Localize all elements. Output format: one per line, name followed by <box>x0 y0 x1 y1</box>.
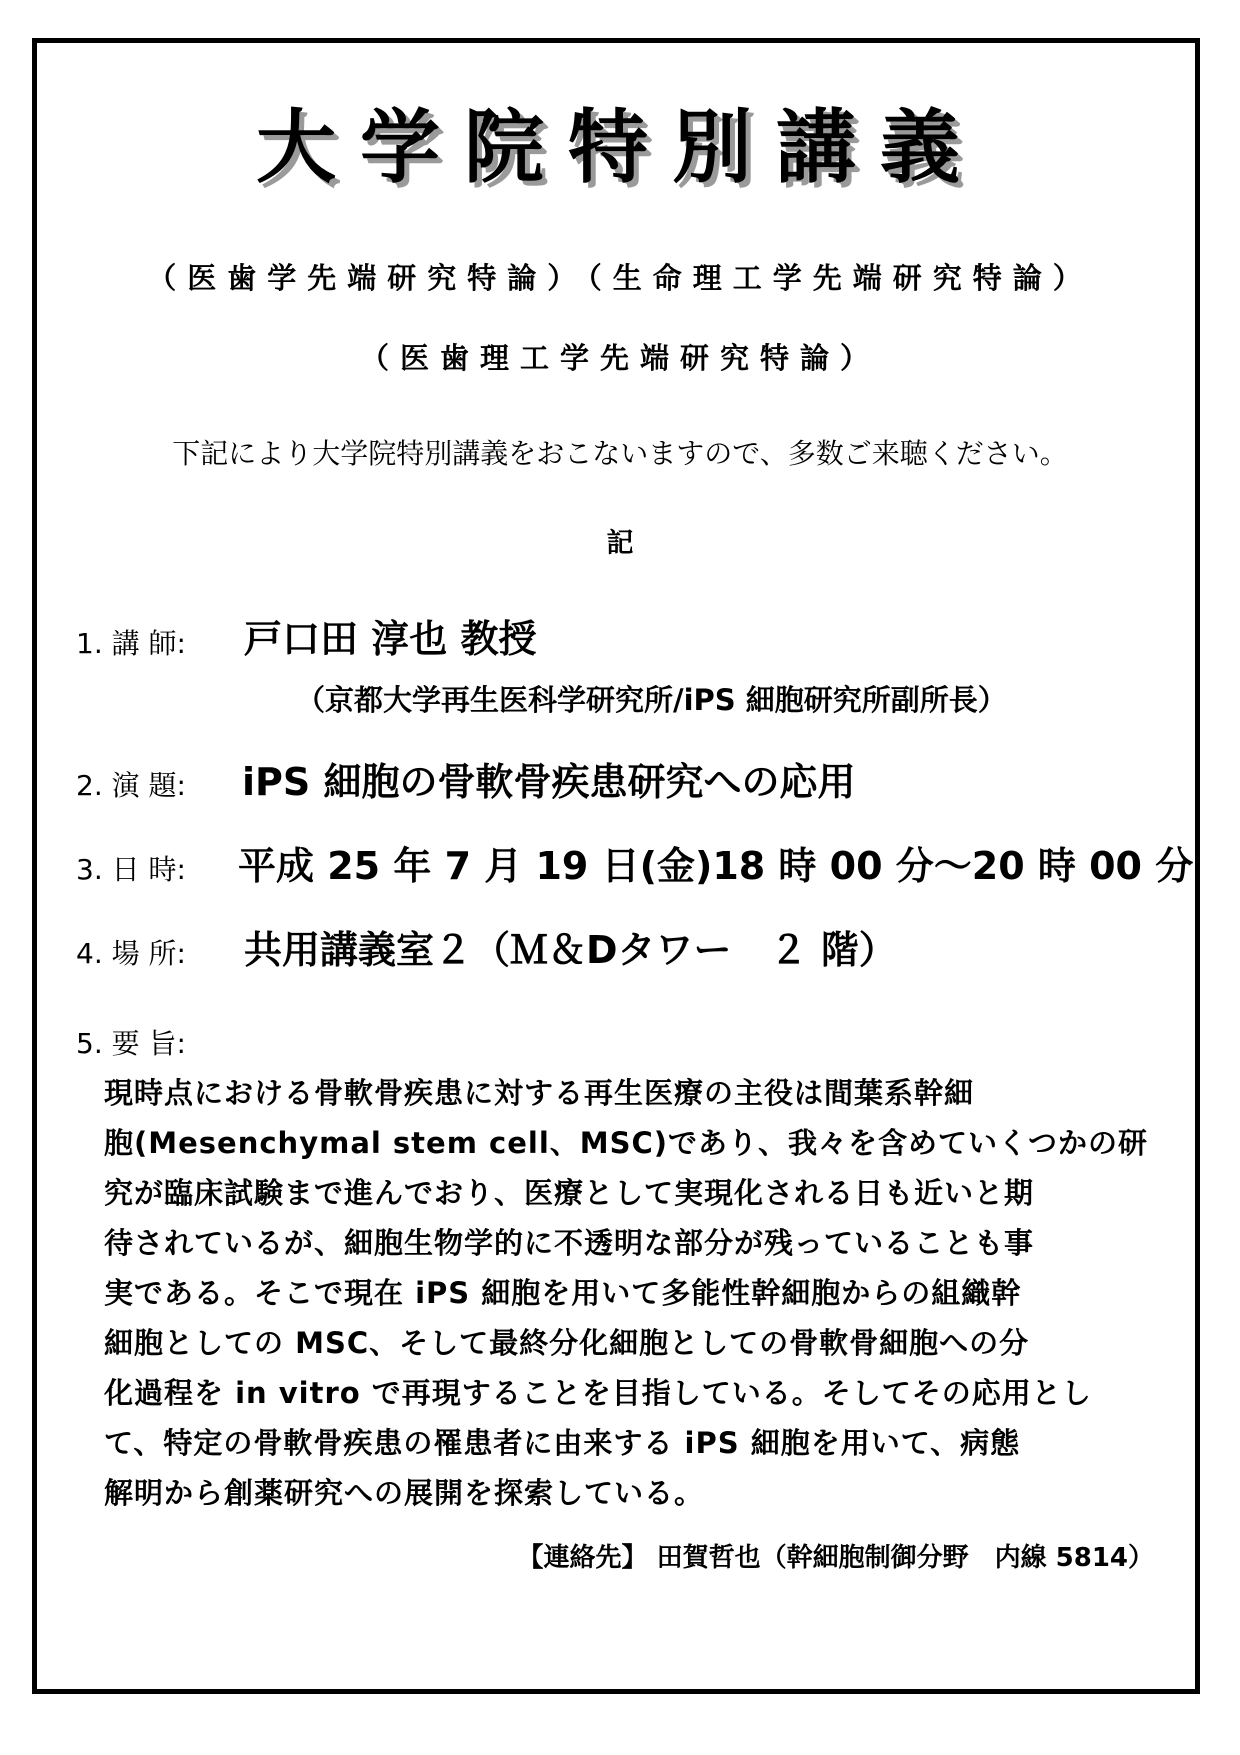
datetime-value: 平成 25 年 7 月 19 日(金)18 時 00 分～20 時 00 分 <box>238 844 1194 888</box>
page-title: 大学院特別講義 <box>256 101 984 194</box>
summary-line: 現時点における骨軟骨疾患に対する再生医療の主役は間葉系幹細 <box>104 1076 975 1110</box>
summary-line: 待されているが、細胞生物学的に不透明な部分が残っていることも事 <box>104 1226 1035 1260</box>
summary-line: 解明から創薬研究への展開を探索している。 <box>104 1476 705 1510</box>
summary-line: 究が臨床試験まで進んでおり、医療として実現化される日も近いと期 <box>104 1176 1035 1210</box>
topic-value: iPS 細胞の骨軟骨疾患研究への応用 <box>242 760 856 804</box>
summary-text <box>104 1068 1162 1518</box>
course-names: （医歯学先端研究特論）（生命理工学先端研究特論） <box>147 261 1093 295</box>
course-name-secondary: （医歯理工学先端研究特論） <box>359 341 880 375</box>
lecturer-name: 戸口田 淳也 教授 <box>244 617 537 661</box>
intro-text: 下記により大学院特別講義をおこないますので、多数ご来聴ください。 <box>172 437 1068 470</box>
summary-line: て、特定の骨軟骨疾患の罹患者に由来する iPS 細胞を用いて、病態 <box>104 1426 1021 1460</box>
topic-label: 2. 演 題: <box>76 769 186 802</box>
summary-line: 化過程を in vitro で再現することを目指している。そしてその応用とし <box>104 1376 1092 1410</box>
lecturer-affiliation: （京都大学再生医科学研究所/iPS 細胞研究所副所長） <box>296 683 1007 717</box>
summary-line: 細胞としての MSC、そして最終分化細胞としての骨軟骨細胞への分 <box>104 1326 1030 1360</box>
summary-line: 胞(Mesenchymal stem cell、MSC)であり、我々を含めていくつかの研 <box>104 1126 1149 1160</box>
summary-line: 実である。そこで現在 iPS 細胞を用いて多能性幹細胞からの組織幹 <box>104 1276 1022 1310</box>
ki-heading: 記 <box>606 528 634 559</box>
summary-label: 5. 要 旨: <box>76 1027 186 1060</box>
venue-label: 4. 場 所: <box>76 937 186 970</box>
venue-value: 共用講義室２（Ｍ＆Dタワー ２ 階） <box>244 928 897 972</box>
datetime-label: 3. 日 時: <box>76 853 186 886</box>
lecturer-label: 1. 講 師: <box>76 627 186 660</box>
contact-info: 【連絡先】 田賀哲也（幹細胞制御分野 内線 5814） <box>517 1543 1154 1573</box>
